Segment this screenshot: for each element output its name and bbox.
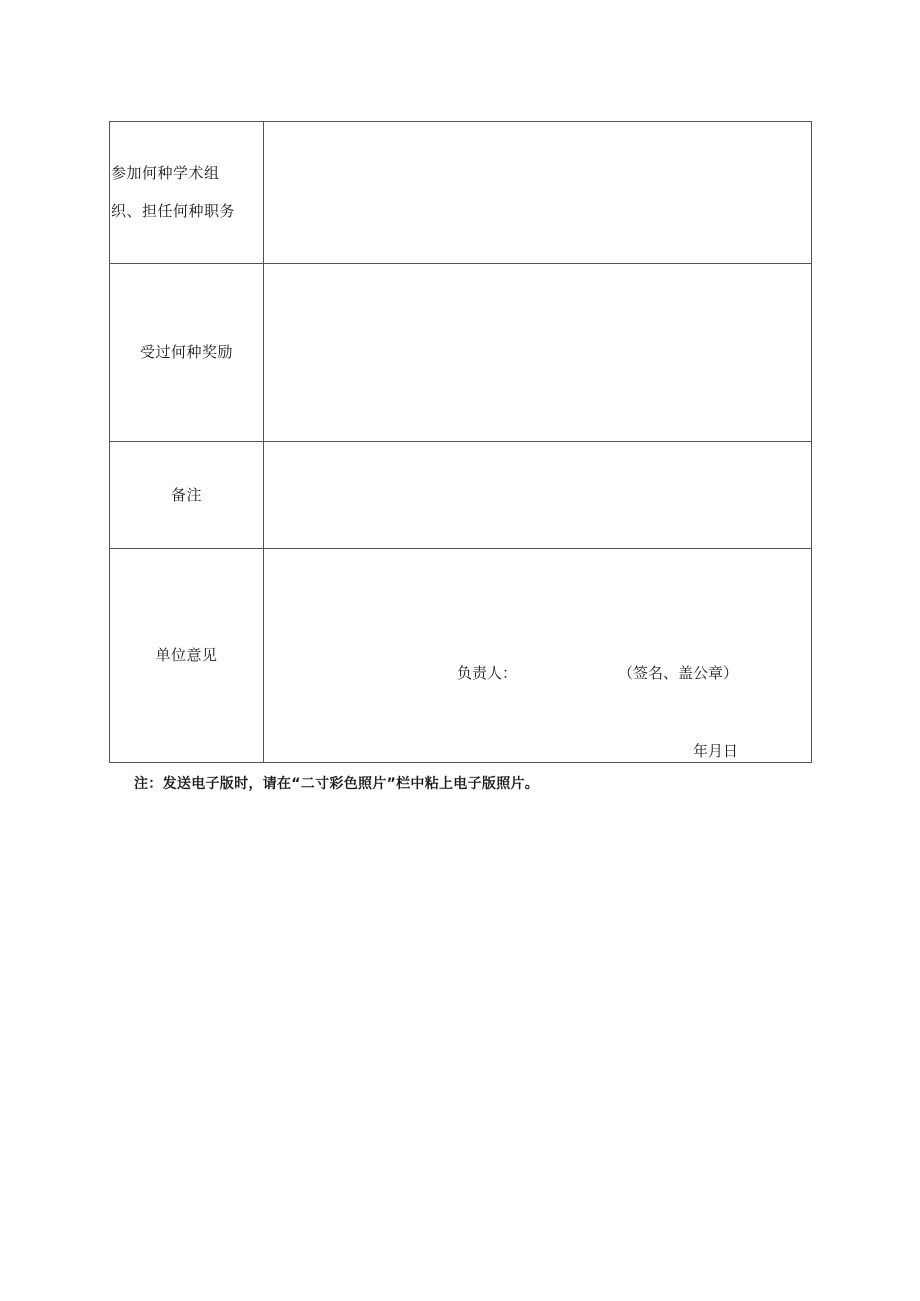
- form-row-unit-opinion: [110, 549, 812, 763]
- label-unit-opinion: 单位意见: [110, 549, 264, 763]
- form-row-remarks: [110, 442, 812, 549]
- field-awards[interactable]: [264, 264, 812, 442]
- date-label: 年月日: [693, 742, 739, 760]
- signature-seal-note: （签名、盖公章）: [618, 664, 739, 682]
- footnote: 注：发送电子版时，请在“二寸彩色照片”栏中粘上电子版照片。: [134, 776, 540, 792]
- label-line-1: 参加何种学术组: [111, 164, 220, 182]
- field-academic-organizations[interactable]: [264, 122, 812, 264]
- form-row-awards: [110, 264, 812, 442]
- field-unit-opinion[interactable]: [264, 549, 812, 763]
- signer-label: 负责人：: [457, 664, 518, 682]
- label-awards: 受过何种奖励: [110, 264, 264, 442]
- label-line-2: 织、担任何种职务: [111, 202, 236, 220]
- application-form-table: [109, 121, 812, 763]
- label-remarks: 备注: [110, 442, 264, 549]
- field-remarks[interactable]: [264, 442, 812, 549]
- form-row-academic-organizations: [110, 122, 812, 264]
- label-academic-organizations: [110, 122, 264, 264]
